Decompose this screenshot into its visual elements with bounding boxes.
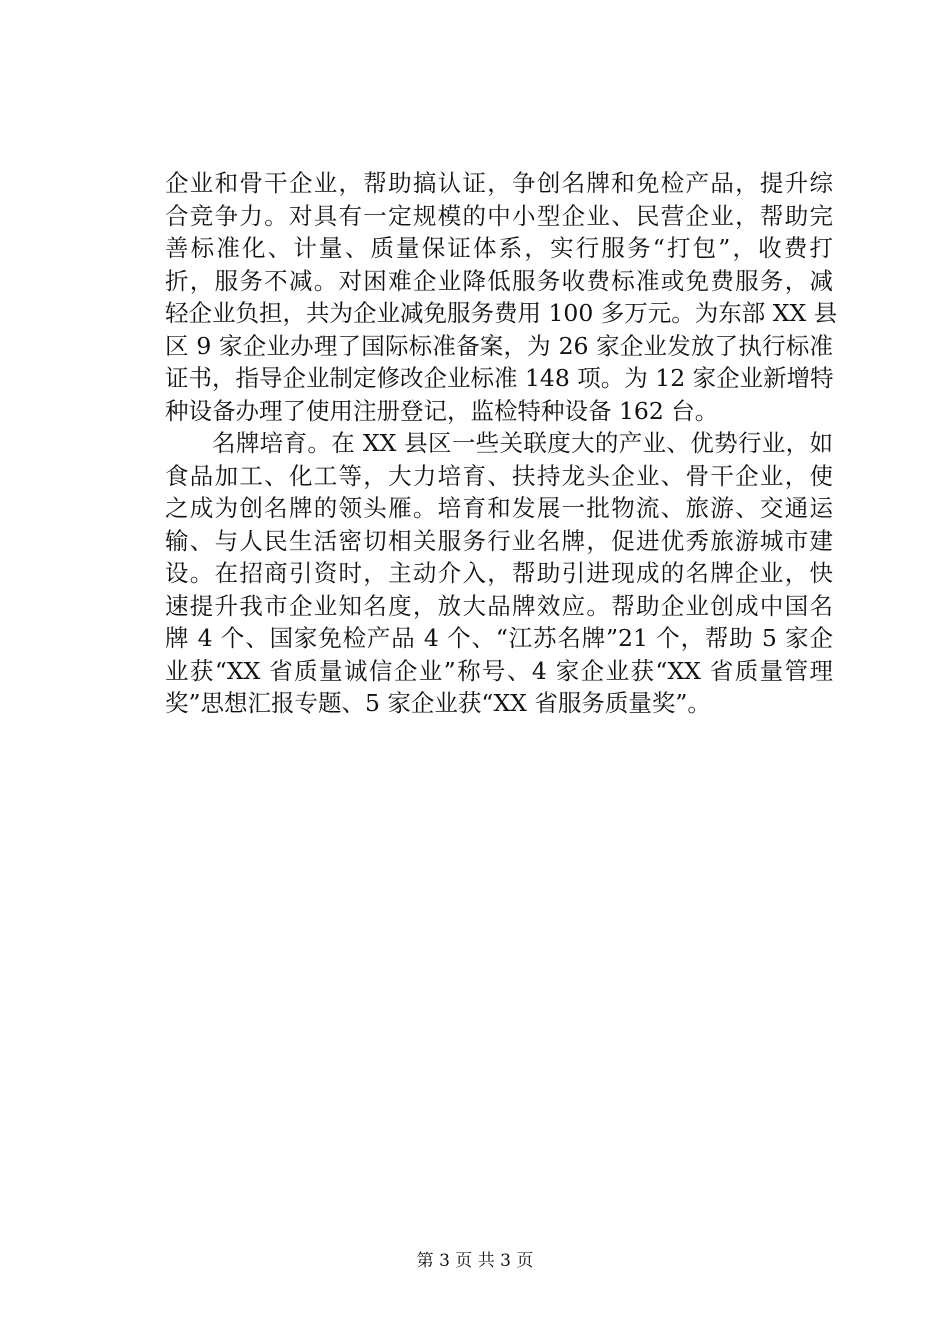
text-line: 证书，指导企业制定修改企业标准 148 项。为 12 家企业新增特 — [165, 364, 834, 392]
text-line: 食品加工、化工等，大力培育、扶持龙头企业、骨干企业，使 — [165, 461, 833, 490]
text-line: 善标准化、计量、质量保证体系，实行服务“打包”，收费打 — [165, 234, 833, 262]
text-line: 种设备办理了使用注册登记，监检特种设备 162 台。 — [165, 396, 719, 425]
text-line: 轻企业负担，共为企业减免服务费用 100 多万元。为东部 XX 县 — [165, 299, 838, 327]
text-line: 区 9 家企业办理了国际标准备案，为 26 家企业发放了执行标准 — [165, 331, 833, 360]
text-line: 输、与人民生活密切相关服务行业名牌，促进优秀旅游城市建 — [165, 526, 833, 555]
text-line: 牌 4 个、国家免检产品 4 个、“江苏名牌”21 个，帮助 5 家企 — [165, 624, 833, 652]
text-line: 速提升我市企业知名度，放大品牌效应。帮助企业创成中国名 — [165, 591, 833, 620]
paragraph-2 — [165, 427, 833, 720]
paragraph-1 — [165, 167, 838, 427]
text-line: 合竞争力。对具有一定规模的中小型企业、民营企业，帮助完 — [165, 201, 833, 230]
text-line: 业获“XX 省质量诚信企业”称号、4 家企业获“XX 省质量管理 — [165, 656, 833, 685]
body-text — [165, 167, 838, 720]
text-line: 折，服务不减。对困难企业降低服务收费标准或免费服务，减 — [165, 266, 833, 295]
text-line: 之成为创名牌的领头雁。培育和发展一批物流、旅游、交通运 — [165, 494, 833, 522]
text-line: 名牌培育。在 XX 县区一些关联度大的产业、优势行业，如 — [212, 429, 833, 457]
text-line: 设。在招商引资时，主动介入，帮助引进现成的名牌企业，快 — [165, 559, 833, 587]
text-line: 奖”思想汇报专题、5 家企业获“XX 省服务质量奖”。 — [165, 689, 711, 717]
page-number-footer: 第 3 页 共 3 页 — [416, 1251, 534, 1271]
text-line: 企业和骨干企业，帮助搞认证，争创名牌和免检产品，提升综 — [165, 169, 833, 197]
